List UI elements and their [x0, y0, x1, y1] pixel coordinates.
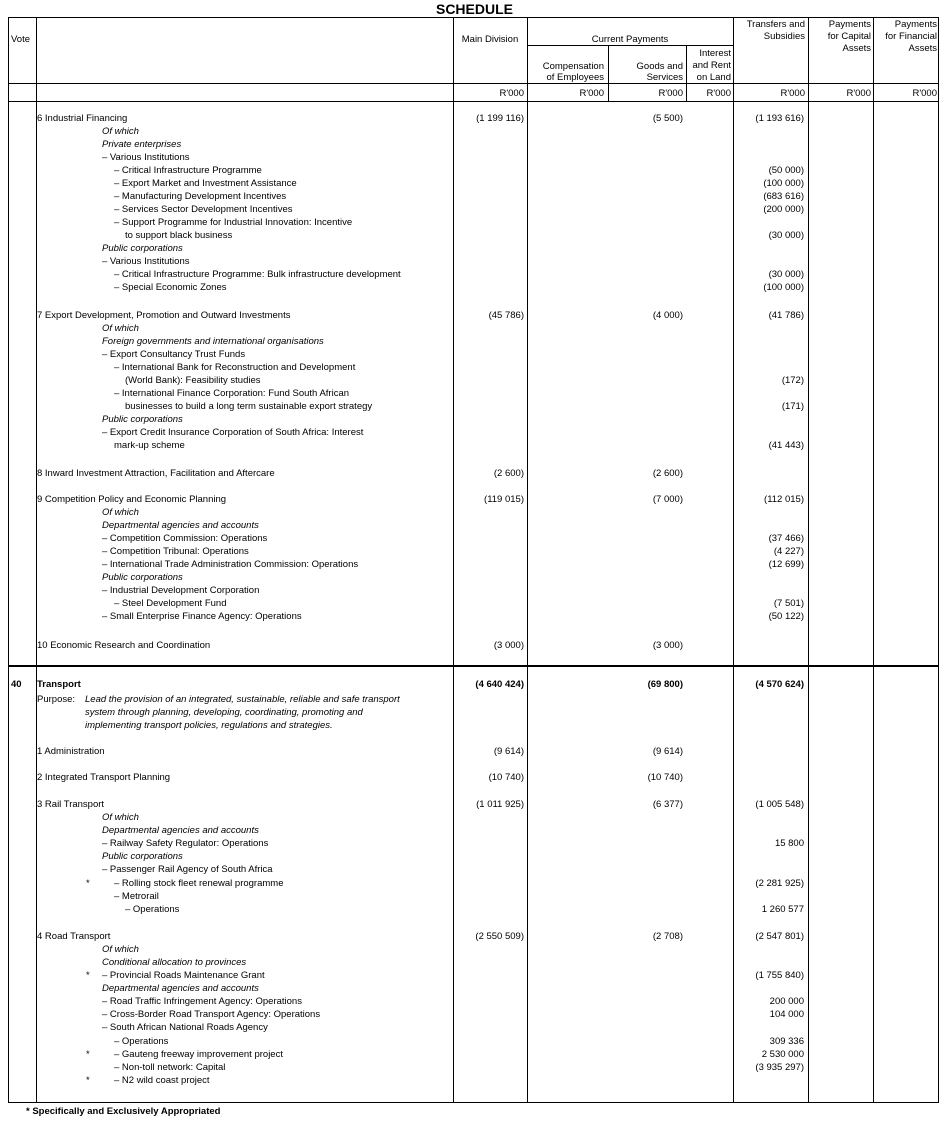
- header-goods-1: Goods and: [636, 61, 683, 72]
- cell-transfers: (3 935 297): [755, 1062, 804, 1073]
- footnote: * Specifically and Exclusively Appropriated: [26, 1106, 221, 1117]
- cell-main-division: (1 199 116): [476, 113, 524, 124]
- row-label: Public corporations: [102, 851, 183, 862]
- vote-number: 40: [11, 679, 22, 690]
- cell-transfers: (1 005 548): [755, 799, 804, 810]
- cell-transfers: 15 800: [774, 838, 804, 849]
- cell-transfers: (50 122): [768, 611, 804, 622]
- row-label: Departmental agencies and accounts: [102, 520, 259, 531]
- header-financial-3: Assets: [908, 43, 937, 54]
- row-label: – Export Credit Insurance Corporation of South Africa: Interest: [102, 427, 364, 438]
- row-label: – Steel Development Fund: [114, 598, 227, 609]
- row-label: 1 Administration: [37, 746, 105, 757]
- cell-main-division: (3 000): [493, 640, 524, 651]
- appropriation-marker: *: [86, 1075, 90, 1086]
- cell-transfers: (171): [781, 401, 804, 412]
- row-label: Private enterprises: [102, 139, 182, 150]
- row-label: – Railway Safety Regulator: Operations: [102, 838, 269, 849]
- row-label: – Passenger Rail Agency of South Africa: [102, 864, 273, 875]
- row-label: Departmental agencies and accounts: [102, 825, 259, 836]
- row-label: – Road Traffic Infringement Agency: Operations: [102, 996, 302, 1007]
- row-label: Public corporations: [102, 414, 183, 425]
- row-label: Of which: [102, 507, 139, 518]
- unit-financial: R'000: [912, 88, 937, 99]
- unit-main: R'000: [499, 88, 524, 99]
- row-label: 2 Integrated Transport Planning: [37, 772, 171, 783]
- row-label: – Provincial Roads Maintenance Grant: [102, 970, 265, 981]
- cell-transfers: (100 000): [763, 178, 804, 189]
- cell-transfers: 309 336: [769, 1036, 804, 1047]
- row-label: 9 Competition Policy and Economic Planning: [37, 494, 227, 505]
- row-label: – Special Economic Zones: [114, 282, 227, 293]
- row-label: implementing transport policies, regulations and strategies.: [85, 720, 333, 731]
- row-label: – Manufacturing Development Incentives: [114, 191, 287, 202]
- cell-transfers: (37 466): [768, 533, 804, 544]
- header-vote: Vote: [11, 34, 31, 45]
- header-compensation-1: Compensation: [542, 61, 604, 72]
- cell-main-division: (119 015): [484, 494, 524, 505]
- row-label: – Services Sector Development Incentives: [114, 204, 293, 215]
- row-label: Lead the provision of an integrated, sustainable, reliable and safe transport: [85, 694, 400, 705]
- cell-main-division: (1 011 925): [476, 799, 524, 810]
- row-label: – Export Market and Investment Assistance: [114, 178, 297, 189]
- cell-main-division: (10 740): [488, 772, 524, 783]
- cell-transfers: (41 443): [768, 440, 804, 451]
- cell-transfers: (4 570 624): [755, 679, 804, 690]
- cell-goods-services: (4 000): [652, 310, 683, 321]
- cell-goods-services: (7 000): [652, 494, 683, 505]
- cell-transfers: 2 530 000: [761, 1049, 804, 1060]
- cell-transfers: (2 281 925): [755, 878, 804, 889]
- row-label: 7 Export Development, Promotion and Outward Investments: [37, 310, 291, 321]
- row-label: – International Bank for Reconstruction and Development: [114, 362, 356, 373]
- row-label: – N2 wild coast project: [114, 1075, 210, 1086]
- row-label: Transport: [37, 679, 81, 690]
- header-goods-2: Services: [646, 72, 683, 83]
- unit-transfers: R'000: [780, 88, 805, 99]
- cell-goods-services: (5 500): [652, 113, 683, 124]
- col-divider-capital: [808, 18, 809, 1102]
- row-label: – Various Institutions: [102, 256, 190, 267]
- cell-transfers: (7 501): [773, 598, 804, 609]
- header-compensation-2: of Employees: [546, 72, 604, 83]
- row-label: 4 Road Transport: [37, 931, 111, 942]
- cell-transfers: (41 786): [768, 310, 804, 321]
- header-rule: [9, 83, 938, 84]
- col-divider-financial: [873, 18, 874, 1102]
- cell-goods-services: (6 377): [652, 799, 683, 810]
- row-label: – Support Programme for Industrial Innovation: Incentive: [114, 217, 353, 228]
- cell-main-division: (4 640 424): [475, 679, 524, 690]
- row-label: mark-up scheme: [114, 440, 185, 451]
- cell-main-division: (9 614): [493, 746, 524, 757]
- row-label: Departmental agencies and accounts: [102, 983, 259, 994]
- row-label: Of which: [102, 812, 139, 823]
- row-label: – Cross-Border Road Transport Agency: Operations: [102, 1009, 321, 1020]
- header-transfers-1: Transfers and: [746, 19, 805, 30]
- header-transfers-2: Subsidies: [763, 31, 805, 42]
- header-interest-1: Interest: [699, 48, 731, 59]
- cell-transfers: (200 000): [763, 204, 804, 215]
- cell-transfers: (30 000): [768, 230, 804, 241]
- header-capital-2: for Capital: [827, 31, 871, 42]
- cell-goods-services: (3 000): [652, 640, 683, 651]
- col-divider-current: [527, 18, 528, 1102]
- row-label: – Competition Commission: Operations: [102, 533, 268, 544]
- cell-transfers: (2 547 801): [755, 931, 804, 942]
- cell-goods-services: (69 800): [647, 679, 683, 690]
- row-label: – Non-toll network: Capital: [114, 1062, 226, 1073]
- current-payments-underline: [527, 45, 733, 46]
- cell-transfers: (4 227): [773, 546, 804, 557]
- unit-interest: R'000: [706, 88, 731, 99]
- cell-transfers: (1 193 616): [755, 113, 804, 124]
- row-label: – Critical Infrastructure Programme: Bulk infrastructure development: [114, 269, 401, 280]
- row-label: 8 Inward Investment Attraction, Facilitation and Aftercare: [37, 468, 275, 479]
- row-label: – Gauteng freeway improvement project: [114, 1049, 283, 1060]
- vote-separator: [9, 665, 938, 667]
- cell-main-division: (2 600): [493, 468, 524, 479]
- row-label: – Critical Infrastructure Programme: [114, 165, 262, 176]
- cell-transfers: (683 616): [763, 191, 804, 202]
- row-label: system through planning, developing, coordinating, promoting and: [85, 707, 363, 718]
- unit-capital: R'000: [846, 88, 871, 99]
- row-label: Of which: [102, 323, 139, 334]
- row-label: Conditional allocation to provinces: [102, 957, 247, 968]
- row-label: to support black business: [125, 230, 233, 241]
- appropriation-marker: *: [86, 970, 90, 981]
- row-label: Purpose:: [37, 694, 76, 705]
- appropriation-marker: *: [86, 878, 90, 889]
- row-label: – Small Enterprise Finance Agency: Operations: [102, 611, 302, 622]
- row-label: – Competition Tribunal: Operations: [102, 546, 249, 557]
- unit-rule: [9, 101, 938, 102]
- header-financial-1: Payments: [894, 19, 937, 30]
- cell-transfers: 200 000: [769, 996, 804, 1007]
- cell-goods-services: (2 600): [652, 468, 683, 479]
- row-label: Foreign governments and international organisations: [102, 336, 324, 347]
- row-label: Public corporations: [102, 572, 183, 583]
- cell-main-division: (2 550 509): [475, 931, 524, 942]
- cell-transfers: 104 000: [769, 1009, 804, 1020]
- cell-transfers: (112 015): [764, 494, 804, 505]
- cell-transfers: (12 699): [768, 559, 804, 570]
- cell-goods-services: (10 740): [647, 772, 683, 783]
- header-current-payments: Current Payments: [591, 34, 669, 45]
- unit-compensation: R'000: [579, 88, 604, 99]
- row-label: – Rolling stock fleet renewal programme: [114, 878, 284, 889]
- cell-transfers: (172): [781, 375, 804, 386]
- cell-transfers: (100 000): [763, 282, 804, 293]
- row-label: – Operations: [114, 1036, 169, 1047]
- schedule-table: [8, 17, 939, 1103]
- cell-transfers: (1 755 840): [755, 970, 804, 981]
- row-label: – Export Consultancy Trust Funds: [102, 349, 246, 360]
- header-interest-3: on Land: [696, 72, 731, 83]
- row-label: 6 Industrial Financing: [37, 113, 128, 124]
- row-label: 10 Economic Research and Coordination: [37, 640, 211, 651]
- col-divider-main: [453, 18, 454, 1102]
- row-label: – Industrial Development Corporation: [102, 585, 260, 596]
- cell-transfers: (50 000): [768, 165, 804, 176]
- row-label: 3 Rail Transport: [37, 799, 105, 810]
- header-main-division: Main Division: [461, 34, 519, 45]
- row-label: (World Bank): Feasibility studies: [125, 375, 261, 386]
- header-interest-2: and Rent: [692, 60, 731, 71]
- row-label: – South African National Roads Agency: [102, 1022, 268, 1033]
- cell-goods-services: (2 708): [652, 931, 683, 942]
- row-label: – International Trade Administration Commission: Operations: [102, 559, 359, 570]
- row-label: – Metrorail: [114, 891, 159, 902]
- header-financial-2: for Financial: [885, 31, 937, 42]
- row-label: Of which: [102, 126, 139, 137]
- row-label: – International Finance Corporation: Fund South African: [114, 388, 350, 399]
- schedule-title: SCHEDULE: [435, 1, 513, 17]
- cell-main-division: (45 786): [488, 310, 524, 321]
- header-capital-3: Assets: [842, 43, 871, 54]
- appropriation-marker: *: [86, 1049, 90, 1060]
- cell-transfers: 1 260 577: [761, 904, 804, 915]
- cell-transfers: (30 000): [768, 269, 804, 280]
- row-label: businesses to build a long term sustainable export strategy: [125, 401, 373, 412]
- row-label: Public corporations: [102, 243, 183, 254]
- unit-goods: R'000: [658, 88, 683, 99]
- header-capital-1: Payments: [828, 19, 871, 30]
- row-label: Of which: [102, 944, 139, 955]
- row-label: – Various Institutions: [102, 152, 190, 163]
- cell-goods-services: (9 614): [652, 746, 683, 757]
- row-label: – Operations: [125, 904, 180, 915]
